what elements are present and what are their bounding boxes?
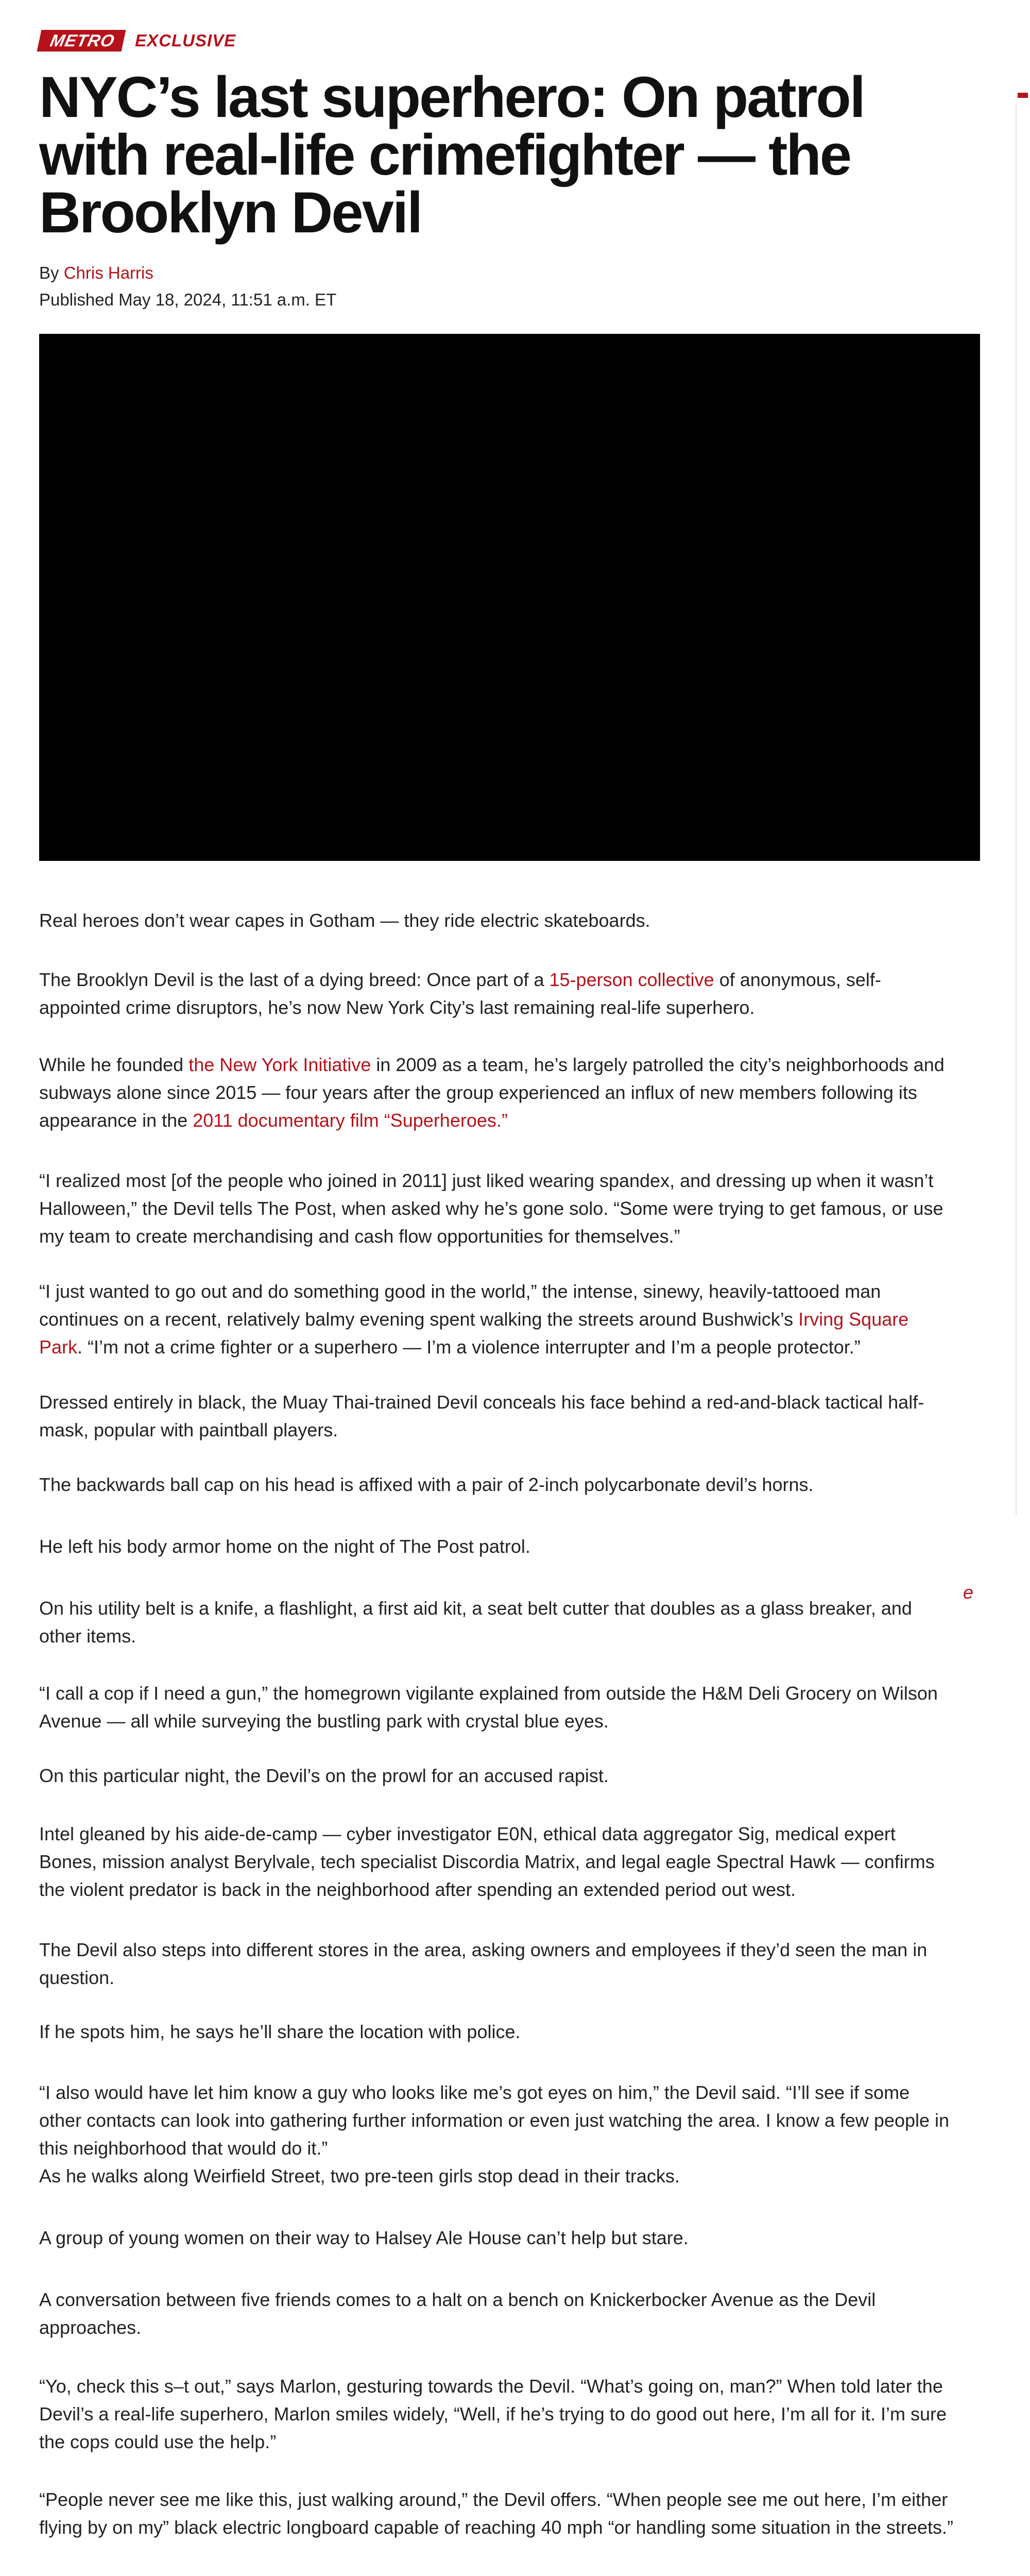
paragraph-text: The backwards ball cap on his head is affixed with a pair of 2-inch polycarbonate devil’s horns. bbox=[39, 1474, 814, 1495]
sidebar-divider bbox=[1016, 103, 1017, 1515]
article-paragraph bbox=[39, 2079, 956, 2162]
article-paragraph bbox=[39, 1388, 956, 1444]
article-paragraph bbox=[39, 1167, 956, 1250]
section-badge[interactable]: METRO bbox=[37, 30, 126, 52]
article bbox=[39, 28, 982, 2538]
paragraph-text: He left his body armor home on the night of The Post patrol. bbox=[39, 1536, 530, 1557]
article-paragraph bbox=[39, 1936, 956, 1992]
byline bbox=[39, 263, 982, 283]
paragraph-text: “I call a cop if I need a gun,” the homegrown vigilante explained from outside the H&M Deli Grocery on Wilson Avenue — all while surveying the bustling park with crystal blue eyes. bbox=[39, 1683, 938, 1732]
article-paragraph bbox=[39, 2286, 956, 2342]
article-paragraph bbox=[39, 1680, 956, 1735]
paragraph-text: The Devil also steps into different stores in the area, asking owners and employees if they’d seen the man in question. bbox=[39, 1939, 928, 1988]
inline-link[interactable]: the New York Initiative bbox=[188, 1054, 371, 1075]
paragraph-text: Real heroes don’t wear capes in Gotham — they ride electric skateboards. bbox=[39, 910, 650, 931]
article-kicker bbox=[39, 28, 982, 53]
author-link[interactable]: Chris Harris bbox=[63, 263, 153, 282]
paragraph-text: As he walks along Weirfield Street, two pre-teen girls stop dead in their tracks. bbox=[39, 2165, 680, 2187]
inline-link[interactable]: 2011 documentary film “Superheroes.” bbox=[193, 1110, 508, 1131]
paragraph-text: . “I’m not a crime fighter or a superhero — I’m a violence interrupter and I’m a people protector.” bbox=[77, 1336, 861, 1358]
article-paragraph bbox=[39, 2486, 956, 2541]
article-paragraph bbox=[39, 2224, 956, 2252]
headline: NYC’s last superhero: On patrol with real-life crimefighter — the Brooklyn Devil bbox=[39, 65, 864, 245]
paragraph-text: While he founded bbox=[39, 1054, 189, 1075]
paragraph-text: “I realized most [of the people who joined in 2011] just liked wearing spandex, and dressing up when it wasn’t Halloween,” the Devil tells The Post, when asked why he’s gone solo. “Some were trying to get famous, or use my team to create merchandising and cash flow opportunities for themselves.” bbox=[39, 1170, 943, 1247]
article-paragraph bbox=[39, 1595, 956, 1650]
article-paragraph bbox=[39, 1471, 956, 1499]
paragraph-text: of anonymous, self-appointed crime disruptors, he’s now New York City’s last remaining real-life superhero. bbox=[39, 969, 881, 1018]
article-paragraph bbox=[39, 966, 956, 1022]
article-paragraph bbox=[39, 2018, 956, 2046]
article-paragraph bbox=[39, 2372, 956, 2456]
paragraph-text: Intel gleaned by his aide-de-camp — cyber investigator E0N, ethical data aggregator Sig, medical expert Bones, mission analyst Berylvale, tech specialist Discordia Matrix, and legal eagle Spectral Hawk — confirms the violent predator is back in the neighborhood after spending an extended period out west. bbox=[39, 1823, 935, 1900]
sidebar-accent-bar bbox=[1018, 93, 1028, 98]
article-paragraph bbox=[39, 907, 956, 935]
paragraph-text: The Brooklyn Devil is the last of a dying breed: Once part of a bbox=[39, 969, 550, 990]
paragraph-text: A conversation between five friends comes to a halt on a bench on Knickerbocker Avenue as the Devil approaches. bbox=[39, 2289, 876, 2338]
published-timestamp: Published May 18, 2024, 11:51 a.m. ET bbox=[39, 290, 337, 309]
paragraph-text: On his utility belt is a knife, a flashlight, a first aid kit, a seat belt cutter that doubles as a glass breaker, and other items. bbox=[39, 1598, 912, 1647]
sidebar-overflow-mark: e bbox=[963, 1582, 974, 1603]
paragraph-text: A group of young women on their way to Halsey Ale House can’t help but stare. bbox=[39, 2227, 689, 2248]
article-paragraph bbox=[39, 1762, 956, 1790]
paragraph-text: If he spots him, he says he’ll share the location with police. bbox=[39, 2021, 521, 2042]
exclusive-label: EXCLUSIVE bbox=[135, 31, 236, 50]
inline-link[interactable]: 15-person collective bbox=[549, 969, 714, 990]
article-paragraph bbox=[39, 1820, 956, 1904]
article-paragraph bbox=[39, 1533, 956, 1561]
paragraph-text: in 2009 as a team, he’s largely patrolled the city’s neighborhoods and subways alone since 2015 — four years after the group experienced an influx of new members following its appearance in the bbox=[39, 1054, 945, 1131]
paragraph-text: Dressed entirely in black, the Muay Thai-trained Devil conceals his face behind a red-and-black tactical half-mask, popular with paintball players. bbox=[39, 1392, 924, 1440]
inline-link[interactable]: Irving Square Park bbox=[39, 1309, 909, 1358]
paragraph-text: “I also would have let him know a guy who looks like me’s got eyes on him,” the Devil said. “I’ll see if some other contacts can look into gathering further information or even just watching the area. I know a few people in this neighborhood that would do it.” bbox=[39, 2082, 950, 2159]
paragraph-text: “Yo, check this s–t out,” says Marlon, gesturing towards the Devil. “What’s going on, man?” When told later the Devil’s a real-life superhero, Marlon smiles widely, “Well, if he’s trying to do good out here, I’m all for it. I’m sure the cops could use the help.” bbox=[39, 2376, 947, 2452]
paragraph-text: “People never see me like this, just walking around,” the Devil offers. “When people see me out here, I’m either flying by on my” black electric longboard capable of reaching 40 mph “or handling some situation in the streets.” bbox=[39, 2489, 953, 2538]
paragraph-text: On this particular night, the Devil’s on the prowl for an accused rapist. bbox=[39, 1765, 609, 1786]
article-paragraph bbox=[39, 2162, 956, 2190]
video-player[interactable] bbox=[39, 334, 980, 861]
article-paragraph bbox=[39, 1278, 956, 1361]
byline-prefix: By bbox=[39, 263, 64, 282]
article-paragraph bbox=[39, 1051, 956, 1134]
paragraph-text: “I just wanted to go out and do something good in the world,” the intense, sinewy, heavily-tattooed man continues on a recent, relatively balmy evening spent walking the streets around Bushwick’s bbox=[39, 1281, 881, 1330]
